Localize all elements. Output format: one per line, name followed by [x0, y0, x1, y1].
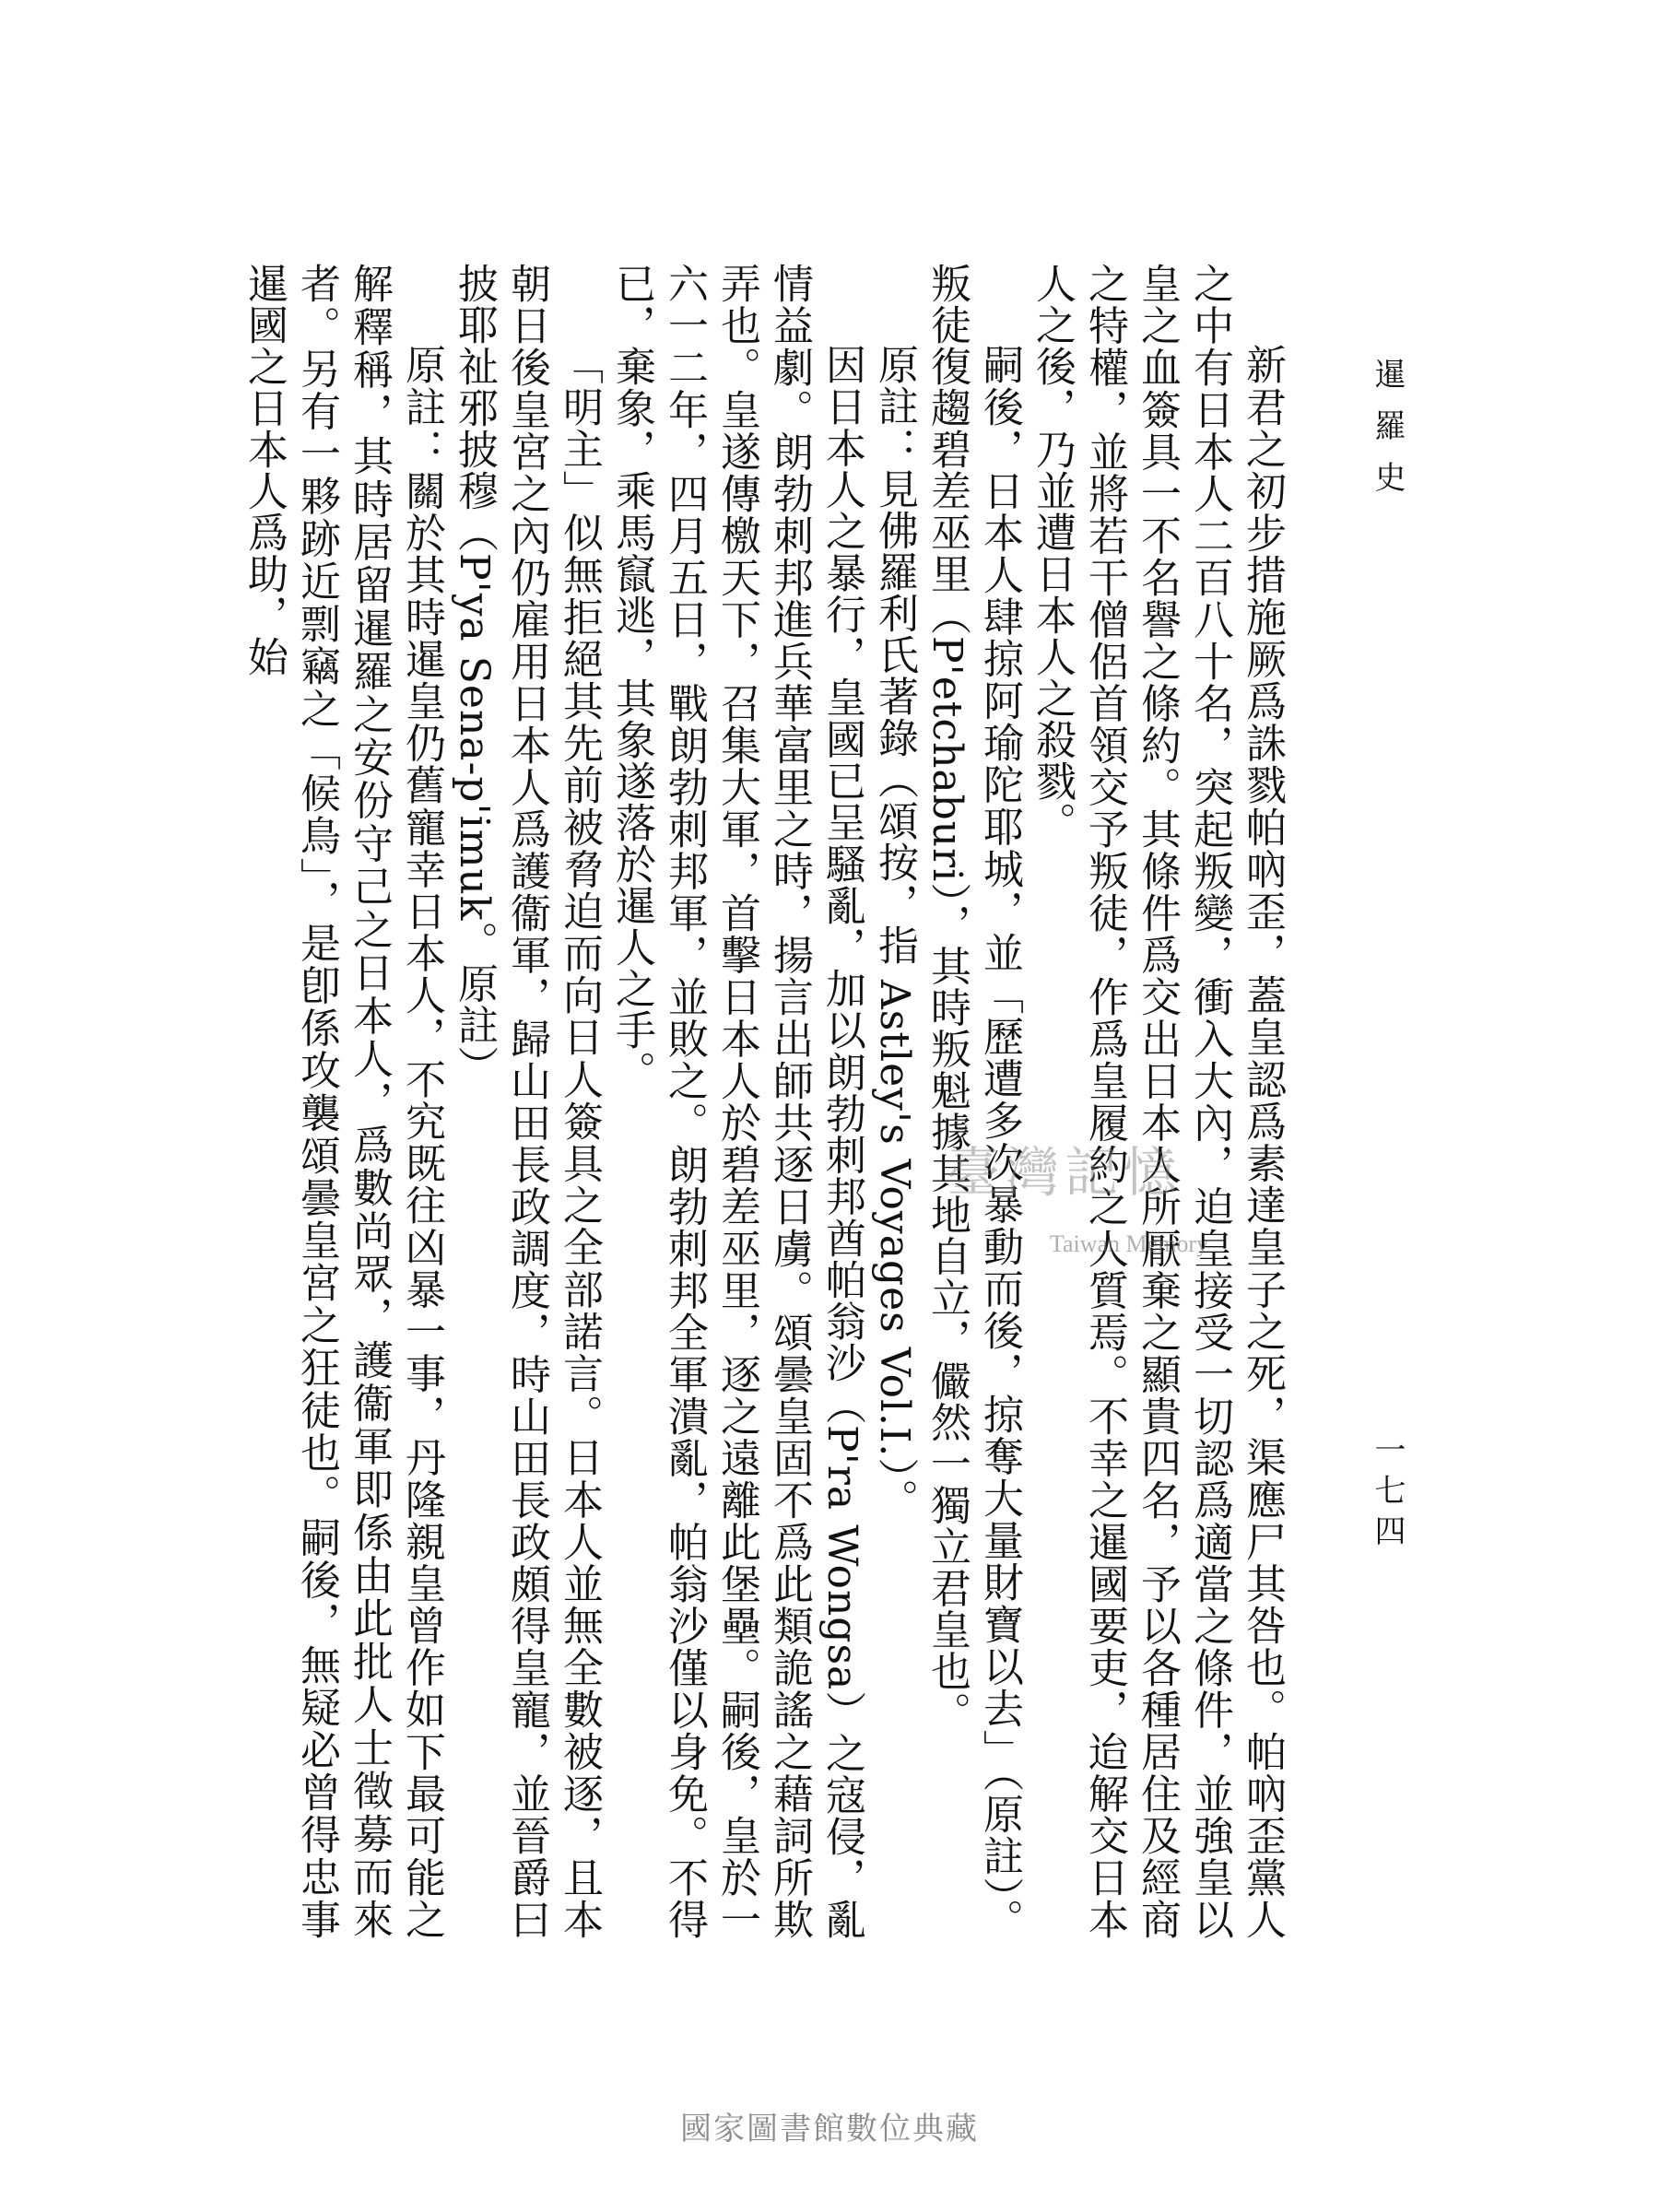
page-number: 一七四 — [1369, 1433, 1406, 1555]
paragraph-3: 因日本人之暴行，皇國已呈騷亂，加以朗勃刺邦酋帕翁沙（P'ra Wongsa）之寇侵，亂情益劇。朗勃刺邦進兵華富里之時，揚言出師共逐日虜。頌曇皇固不爲此類詭謠之藉詞所欺弄也。皇遂傳檄天下，召集大軍，首擊日本人於碧差巫里，逐之遠離此堡壘。嗣後，皇於一六一二年，四月五日，戰朗勃刺邦軍，並敗之。朗勃刺邦全軍潰亂，帕翁沙僅以身免。不得已，棄象，乘馬竄逃，其象遂落於暹人之手。 — [608, 263, 865, 1940]
footer-credit: 國家圖書館數位典藏 — [680, 2111, 979, 2147]
paragraph-1: 新君之初步措施厥爲誅戮帕吶歪，蓋皇認爲素達皇子之死，渠應尸其咎也。帕吶歪黨人之中有日本人二百八十名，突起叛變，衝入大內，迫皇接受一切認爲適當之條件，並強皇以皇之血簽具一不名譽之條約。其條件爲交出日本人所厭棄之顯貴四名，予以各種居住及經商之特權，並將若干僧侶首領交予叛徒，作爲皇履約之人質焉。不幸之暹國要吏，迨解交日本人之後，乃並遭日本人之殺戮。 — [1029, 263, 1286, 1940]
watermark-title: 臺灣記憶 — [946, 1141, 1182, 1204]
note-1: 原註：見佛羅利氏著錄（頌按，指 Astley's Voyages Vol.I.）。 — [871, 344, 918, 1521]
paragraph-2: 嗣後，日本人肆掠阿瑜陀耶城，並「歷遭多次暴動而後，掠奪大量財寶以去」（原註）。叛徒復趨碧差巫里（P'etchaburi），其時叛魁據其地自立，儼然一獨立君皇也。 — [924, 263, 1023, 1940]
body-text — [201, 263, 1288, 1940]
paragraph-4: 「明主」似無拒絕其先前被脅迫而向日人簽具之全部諾言。日本人並無全數被逐，且本朝日後皇宮之內仍雇用日本人爲護衞軍，歸山田長政調度，時山田長政頗得皇寵，並晉爵曰披耶祉邪披穆（P'ya Sena-p'imuk。原註） — [451, 263, 603, 1940]
running-title: 暹羅史 — [1369, 358, 1406, 512]
watermark-subtitle: Taiwan Memory — [1049, 1230, 1209, 1257]
note-2: 原註：關於其時暹皇仍舊寵幸日本人，不究既往凶暴一事，丹隆親皇曾作如下最可能之解釋稱，其時居留暹羅之安份守己之日本人，爲數尚眾，護衞軍即係由此批人士徵募而來者。另有一夥跡近剽竊之「候鳥」，是卽係攻襲頌曇皇宮之狂徒也。嗣後，無疑必曾得忠事暹國之日本人爲助，始 — [241, 263, 445, 1940]
